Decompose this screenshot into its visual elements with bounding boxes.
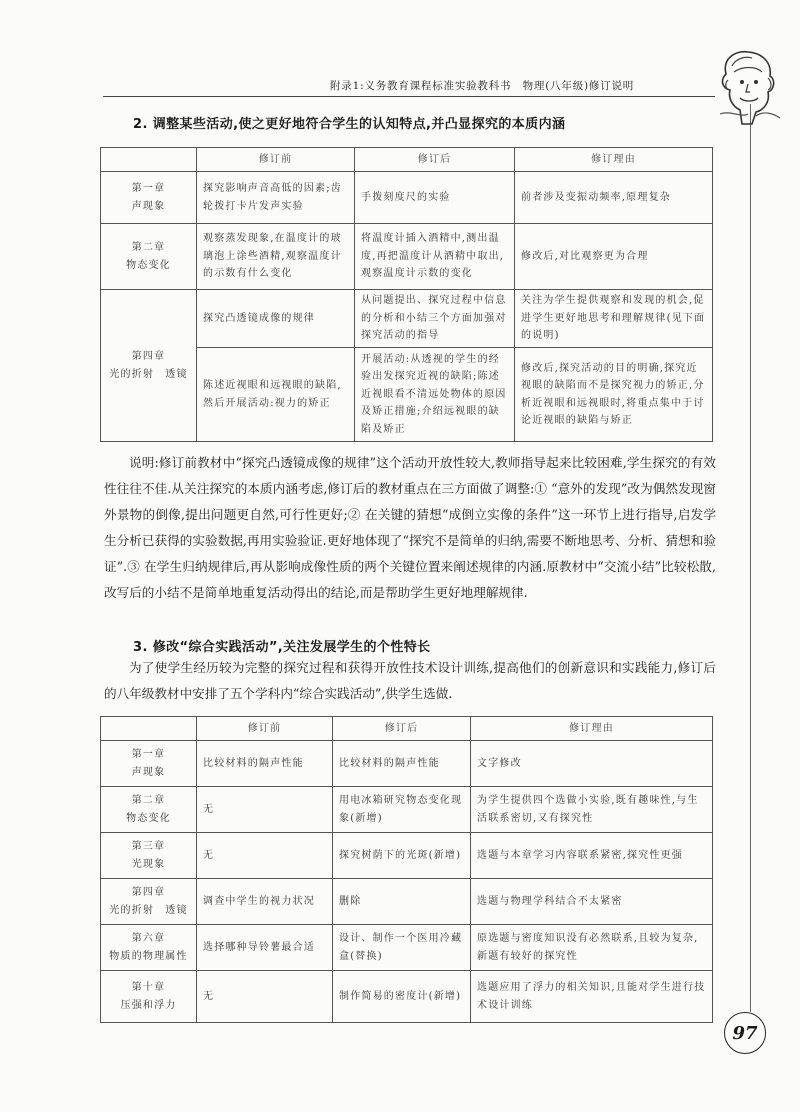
chapter-cell: 第二章 物态变化	[101, 224, 197, 290]
before-cell: 陈述近视眼和远视眼的缺陷,然后开展活动:视力的矫正	[197, 348, 355, 442]
chapter-cell: 第六章 物质的物理属性	[101, 925, 197, 971]
revision-table-practice	[100, 716, 713, 1023]
reason-cell: 选题与本章学习内容联系紧密,探究性更强	[471, 833, 713, 879]
after-cell: 手拨刻度尺的实验	[355, 172, 515, 224]
reason-cell: 文字修改	[471, 741, 713, 787]
table-header-reason: 修订理由	[515, 148, 713, 172]
table-header-before: 修订前	[197, 148, 355, 172]
after-cell: 探究树荫下的光斑(新增)	[333, 833, 471, 879]
before-cell: 观察蒸发现象,在温度计的玻璃泡上涂些酒精,观察温度计的示数有什么变化	[197, 224, 355, 290]
after-cell: 将温度计插入酒精中,测出温度,再把温度计从酒精中取出,观察温度计示数的变化	[355, 224, 515, 290]
chapter-cell: 第一章 声现象	[101, 741, 197, 787]
reason-cell: 选题应用了浮力的相关知识,且能对学生进行技术设计训练	[471, 971, 713, 1023]
page-number: 97	[724, 1012, 766, 1054]
section-2-title: 2. 调整某些活动,使之更好地符合学生的认知特点,并凸显探究的本质内涵	[133, 117, 566, 132]
before-cell: 探究凸透镜成像的规律	[197, 290, 355, 348]
reason-cell: 修改后,对比观察更为合理	[515, 224, 713, 290]
table-row	[101, 879, 713, 925]
after-cell: 比较材料的隔声性能	[333, 741, 471, 787]
reason-cell: 选题与物理学科结合不太紧密	[471, 879, 713, 925]
table-header-reason: 修订理由	[471, 717, 713, 741]
chapter-cell: 第四章 光的折射 透镜	[101, 879, 197, 925]
after-cell: 删除	[333, 879, 471, 925]
section-3-intro	[104, 655, 716, 707]
table-row	[101, 224, 713, 290]
before-cell: 调查中学生的视力状况	[197, 879, 333, 925]
reason-cell: 为学生提供四个选做小实验,既有趣味性,与生活联系密切,又有探究性	[471, 787, 713, 833]
table-row	[101, 971, 713, 1023]
before-cell: 无	[197, 971, 333, 1023]
after-cell: 用电冰箱研究物态变化现象(新增)	[333, 787, 471, 833]
table-row	[101, 290, 713, 348]
table-row	[101, 787, 713, 833]
table-header-before: 修订前	[197, 717, 333, 741]
after-cell: 设计、制作一个医用冷藏盒(替换)	[333, 925, 471, 971]
reason-cell: 关注为学生提供观察和发现的机会,促进学生更好地思考和理解规律(见下面的说明)	[515, 290, 713, 348]
before-cell: 无	[197, 833, 333, 879]
table-row	[101, 833, 713, 879]
margin-rule	[750, 104, 751, 1012]
before-cell: 选择哪种导铃薯最合适	[197, 925, 333, 971]
after-cell: 从问题提出、探究过程中信息的分析和小结三个方面加强对探究活动的指导	[355, 290, 515, 348]
header-rule	[103, 96, 715, 97]
before-cell: 比较材料的隔声性能	[197, 741, 333, 787]
chapter-cell: 第三章 光现象	[101, 833, 197, 879]
reason-cell: 原选题与密度知识没有必然联系,且较为复杂,新题有较好的探究性	[471, 925, 713, 971]
before-cell: 无	[197, 787, 333, 833]
table-row	[101, 741, 713, 787]
reason-cell: 前者涉及变振动频率,原理复杂	[515, 172, 713, 224]
table-row	[101, 172, 713, 224]
chapter-cell: 第一章 声现象	[101, 172, 197, 224]
table-header-blank	[101, 148, 197, 172]
intro-text: 为了使学生经历较为完整的探究过程和获得开放性技术设计训练,提高他们的创新意识和实践能力,修订后的八年级教材中安排了五个学科内“综合实践活动”,供学生选做.	[104, 660, 716, 701]
table-row	[101, 925, 713, 971]
note-text: 说明:修订前教材中“探究凸透镜成像的规律”这个活动开放性较大,教师指导起来比较困难,学生探究的有效性往往不佳.从关注探究的本质内涵考虑,修订后的教材重点在三方面做了调整:① “意外的发现”改为偶然发现窗外景物的倒像,提出问题更自然,可行性更好;② 在关键的猜想“成倒立实像的条件”这一环节上进行指导,启发学生分析已获得的实验数据,再用实验验证.更好地体现了“探究不是简单的归纳,需要不断地思考、分析、猜想和验证”.③ 在学生归纳规律后,再从影响成像性质的两个关键位置来阐述规律的内涵.原教材中“交流小结”比较松散,改写后的小结不是简单地重复活动得出的结论,而是帮助学生更好地理解规律.	[104, 455, 716, 600]
running-header: 附录1:义务教育课程标准实验教科书 物理(八年级)修订说明	[330, 80, 635, 92]
after-cell: 制作简易的密度计(新增)	[333, 971, 471, 1023]
note-paragraph	[104, 450, 716, 606]
scientist-portrait-icon	[712, 44, 784, 128]
table-header-blank	[101, 717, 197, 741]
table-header-after: 修订后	[355, 148, 515, 172]
chapter-cell: 第二章 物态变化	[101, 787, 197, 833]
table-header-after: 修订后	[333, 717, 471, 741]
reason-cell: 修改后,探究活动的目的明确,探究近视眼的缺陷而不是探究视力的矫正,分析近视眼和远视眼时,将重点集中于讨论近视眼的缺陷与矫正	[515, 348, 713, 442]
chapter-cell: 第十章 压强和浮力	[101, 971, 197, 1023]
section-3-title: 3. 修改“综合实践活动”,关注发展学生的个性特长	[133, 640, 431, 655]
chapter-cell: 第四章 光的折射 透镜	[101, 290, 197, 442]
before-cell: 探究影响声音高低的因素;齿轮拨打卡片发声实验	[197, 172, 355, 224]
after-cell: 开展活动:从透视的学生的经验出发探究近视的缺陷;陈述近视眼看不清远处物体的原因及矫正措施;介绍远视眼的缺陷及矫正	[355, 348, 515, 442]
revision-table-activities	[100, 147, 713, 442]
